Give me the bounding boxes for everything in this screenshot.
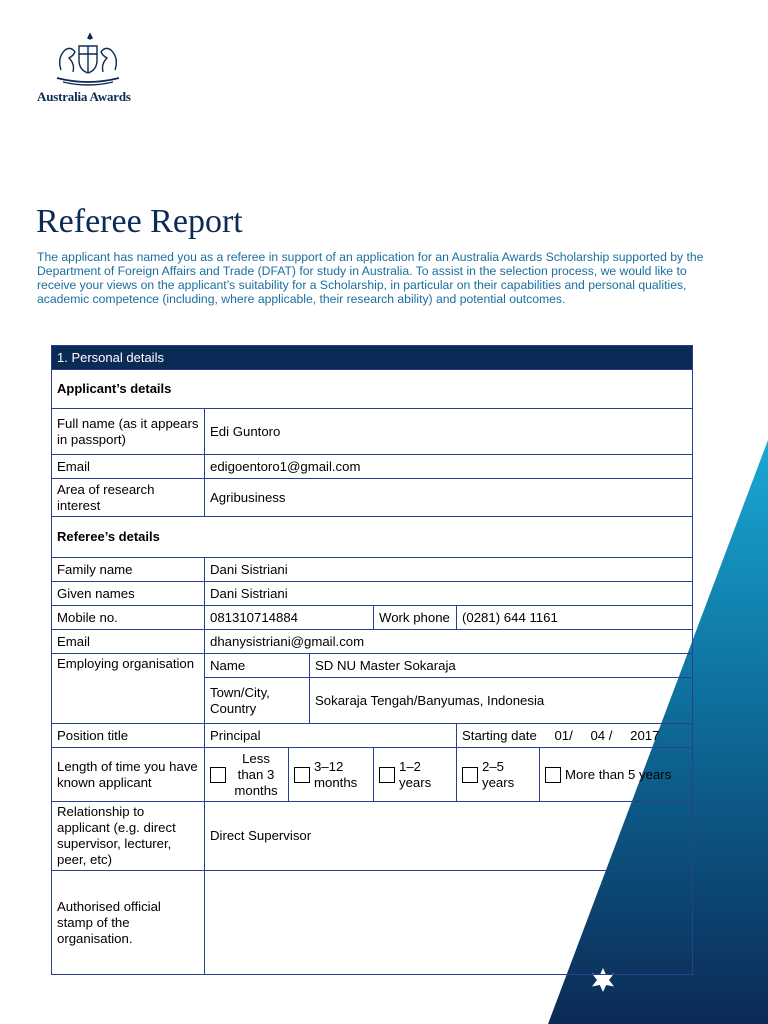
length-option-2-5-years[interactable]	[457, 748, 540, 802]
checkbox-icon[interactable]	[294, 767, 310, 783]
org-city-label: Town/City, Country	[205, 678, 310, 724]
full-name-label: Full name (as it appears in passport)	[52, 409, 205, 455]
relationship-field[interactable]: Direct Supervisor	[205, 802, 693, 871]
given-names-label: Given names	[52, 582, 205, 606]
length-known-label: Length of time you have known applicant	[52, 748, 205, 802]
work-phone-field[interactable]: (0281) 644 1161	[457, 606, 693, 630]
position-title-label: Position title	[52, 724, 205, 748]
page-title: Referee Report	[36, 203, 243, 240]
length-option-more-5-years[interactable]	[540, 748, 693, 802]
start-day: 01/	[554, 727, 573, 743]
start-month: 04 /	[590, 727, 613, 743]
applicant-details-heading: Applicant’s details	[52, 370, 693, 409]
brand-name: Australia Awards	[37, 89, 131, 104]
full-name-field[interactable]: Edi Guntoro	[205, 409, 693, 455]
relationship-label: Relationship to applicant (e.g. direct supervisor, lecturer, peer, etc)	[52, 802, 205, 871]
referee-email-label: Email	[52, 630, 205, 654]
given-names-field[interactable]: Dani Sistriani	[205, 582, 693, 606]
org-name-field[interactable]: SD NU Master Sokaraja	[310, 654, 693, 678]
stamp-label: Authorised official stamp of the organisation.	[52, 871, 205, 975]
applicant-email-label: Email	[52, 455, 205, 479]
checkbox-icon[interactable]	[210, 767, 226, 783]
org-city-field[interactable]: Sokaraja Tengah/Banyumas, Indonesia	[310, 678, 693, 724]
applicant-email-field[interactable]: edigoentoro1@gmail.com	[205, 455, 693, 479]
stamp-field[interactable]	[205, 871, 693, 975]
length-option-label: More than 5 years	[565, 766, 672, 782]
mobile-field[interactable]: 081310714884	[205, 606, 374, 630]
checkbox-icon[interactable]	[545, 767, 561, 783]
position-title-field[interactable]: Principal	[205, 724, 457, 748]
intro-paragraph: The applicant has named you as a referee in support of an application for an Australia Awards Scholarship supported by the Department of Foreign Affairs and Trade (DFAT) for study in Australia. To assist in the selection process, we would like to receive your views on the applicant’s suitability for a Scholarship, in particular on their capabilities and personal qualities, academic competence (including, where applicable, their research ability) and potential outcomes.	[37, 250, 704, 306]
family-name-label: Family name	[52, 558, 205, 582]
personal-details-table	[51, 345, 693, 975]
coat-of-arms-icon	[49, 32, 127, 90]
length-option-3-12-months[interactable]	[289, 748, 374, 802]
org-name-label: Name	[205, 654, 310, 678]
start-year: 2017	[630, 727, 660, 743]
research-interest-label: Area of research interest	[52, 479, 205, 517]
referee-details-heading: Referee’s details	[52, 517, 693, 558]
checkbox-icon[interactable]	[462, 767, 478, 783]
employing-org-label: Employing organisation	[52, 654, 205, 724]
family-name-field[interactable]: Dani Sistriani	[205, 558, 693, 582]
length-option-label: 3–12 months	[314, 758, 358, 790]
mobile-label: Mobile no.	[52, 606, 205, 630]
section-header: 1. Personal details	[52, 346, 693, 370]
length-option-label: Less than 3 months	[234, 750, 278, 798]
length-option-label: 2–5 years	[482, 758, 515, 790]
research-interest-field[interactable]: Agribusiness	[205, 479, 693, 517]
referee-email-field[interactable]: dhanysistriani@gmail.com	[205, 630, 693, 654]
work-phone-label: Work phone	[374, 606, 457, 630]
starting-date-field[interactable]	[457, 724, 693, 748]
length-option-1-2-years[interactable]	[374, 748, 457, 802]
length-option-less-3-months[interactable]	[205, 748, 289, 802]
length-option-label: 1–2 years	[399, 758, 432, 790]
starting-date-label: Starting date	[462, 727, 537, 743]
checkbox-icon[interactable]	[379, 767, 395, 783]
